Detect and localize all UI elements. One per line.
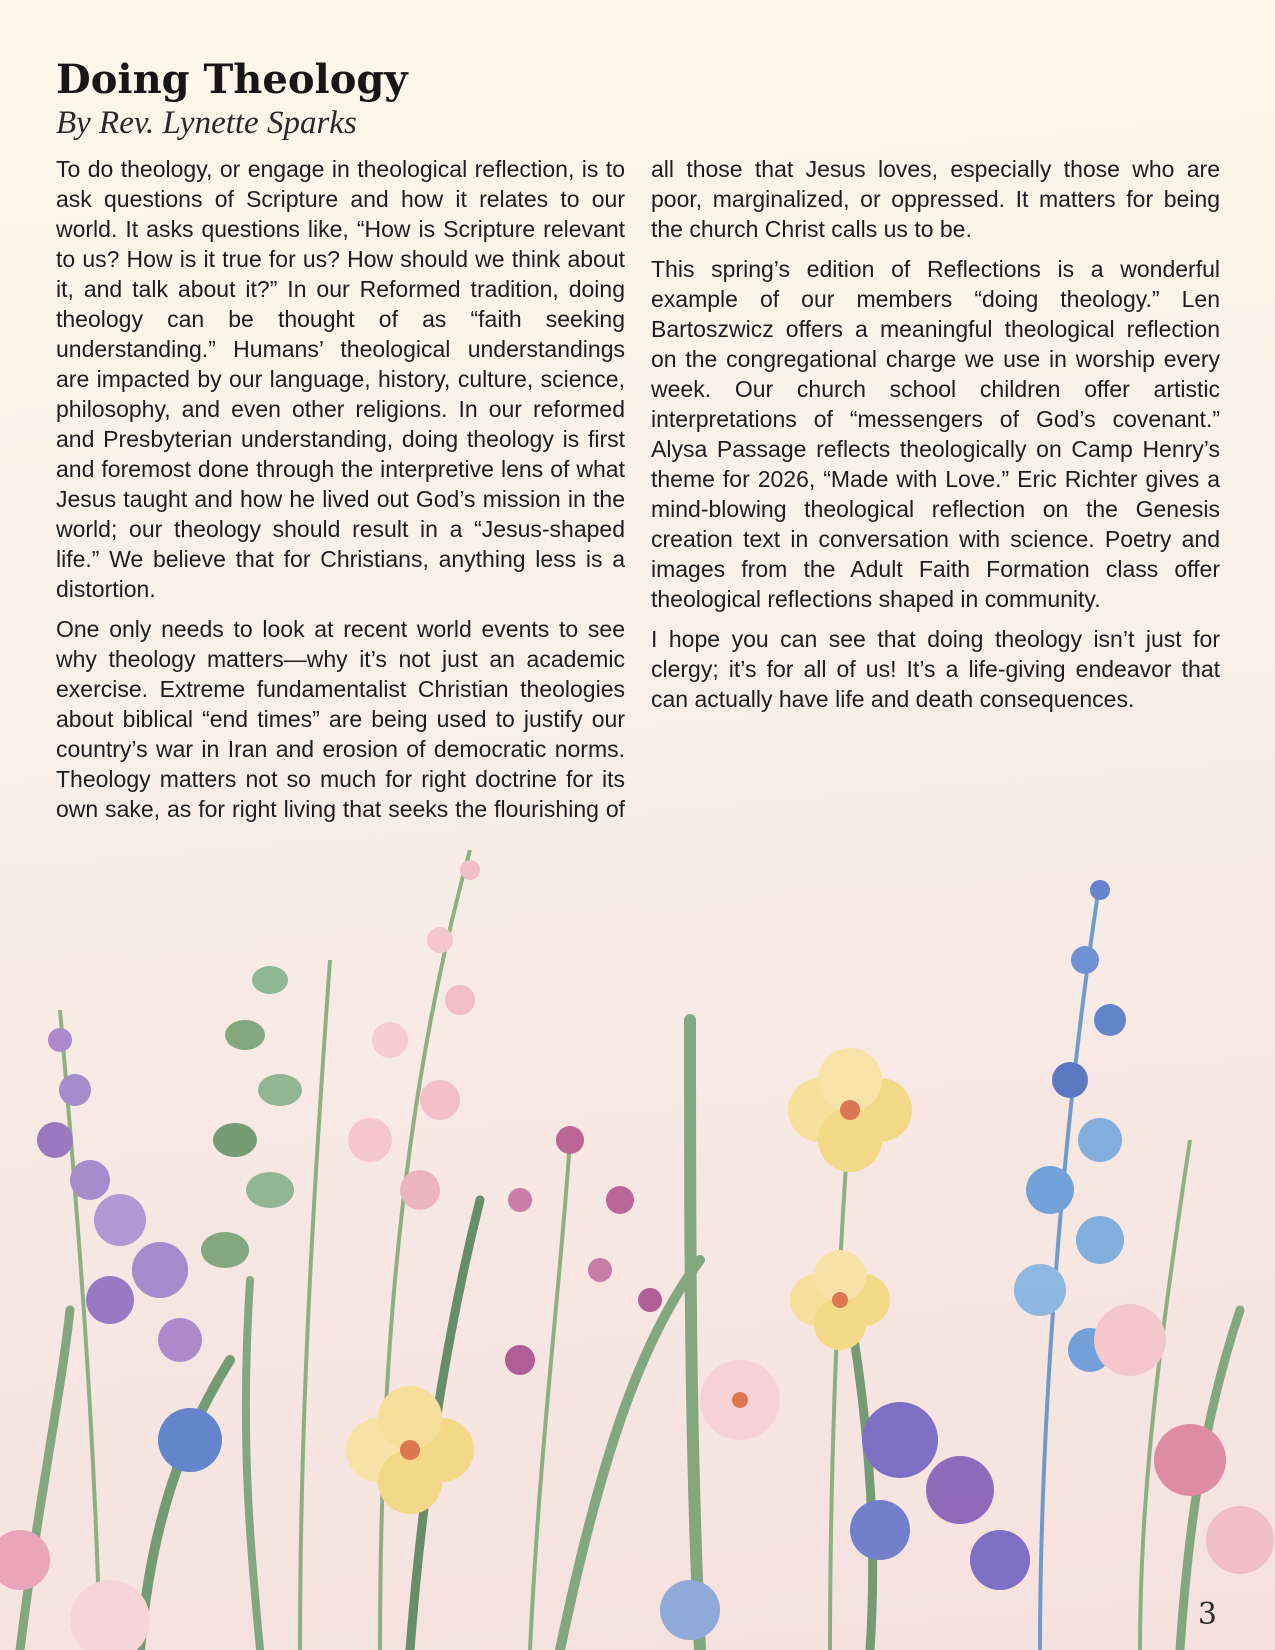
page-number: 3 bbox=[1197, 1597, 1217, 1632]
article-byline: By Rev. Lynette Sparks bbox=[56, 105, 357, 141]
article-paragraph: This spring’s edition of Reflections is a wonderful example of our members “doing theology.” Len Bartoszwicz offers a meaningful theological reflection on the congregational charge we use in worship every week. Our church school children offer artistic interpretations of “messengers of God’s covenant.” Alysa Passage reflects theologically on Camp Henry’s theme for 2026, “Made with Love.” Eric Richter gives a mind-blowing theological reflection on the Genesis creation text in conversation with science. Poetry and images from the Adult Faith Formation class offer theological reflections shaped in community. bbox=[651, 256, 1220, 612]
article-body bbox=[56, 154, 1220, 834]
article-paragraph: To do theology, or engage in theological reflection, is to ask questions of Scripture and how it relates to our world. It asks questions like, “How is Scripture relevant to us? How is it true for us? How should we think about it, and talk about it?” In our Reformed tradition, doing theology can be thought of as “faith seeking understanding.” Humans’ theological understandings are impacted by our language, history, culture, science, philosophy, and even other religions. In our reformed and Presbyterian understanding, doing theology is first and foremost done through the interpretive lens of what Jesus taught and how he lived out God’s mission in the world; our theology should result in a “Jesus-shaped life.” We believe that for Christians, anything less is a distortion. bbox=[56, 156, 625, 602]
article-title: Doing Theology bbox=[56, 56, 408, 103]
article-paragraph: I hope you can see that doing theology isn’t just for clergy; it’s for all of us! It’s a life-giving endeavor that can actually have life and death consequences. bbox=[651, 626, 1220, 712]
article-header bbox=[56, 56, 1226, 142]
watercolor-wildflowers-illustration bbox=[0, 840, 1275, 1650]
article-paragraph: One only needs to look at recent world events to see why theology matters—why it’s not just an academic exercise. Extreme fundamentalist Christian theologies about biblical “end times” are being used to justify our country’s war in Iran and erosion of democratic norms. Theology matters not so much for right doctrine for its own sake, as for right living that seeks the flourishing of all those that Jesus loves, especially those who are poor, marginalized, or oppressed. It matters for being the church Christ calls us to be. bbox=[56, 156, 1220, 822]
